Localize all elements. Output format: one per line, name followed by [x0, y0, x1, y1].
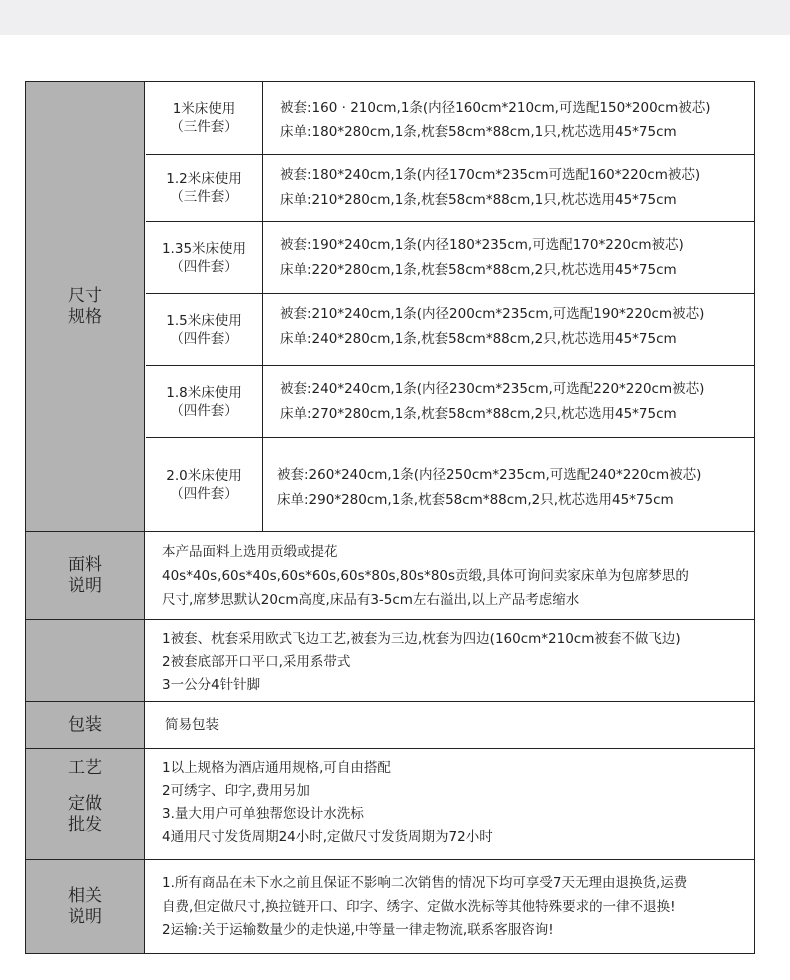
- related-header-label: 相关 说明: [68, 885, 102, 927]
- section-divider: [26, 701, 754, 702]
- size-label-1-2m: 1.2米床使用 （三件套）: [166, 171, 242, 205]
- custom-header-bottom: 定做 批发: [68, 794, 102, 835]
- craft-line: 2被套底部开口平口,采用系带式: [162, 654, 351, 670]
- size-label-2-0m: 2.0米床使用 （四件套）: [166, 467, 242, 502]
- craft-header: [26, 620, 145, 702]
- spec-detail-duvet: 被套:180*240cm,1条(内径170cm*235cm可选配160*220cm被芯): [280, 167, 701, 183]
- packaging-header: [26, 702, 145, 749]
- fabric-line: 本产品面料上选用贡缎或提花: [162, 544, 338, 560]
- spec-detail-sheet: 床单:240*280cm,1条,枕套58cm*88cm,2只,枕芯选用45*75cm: [280, 331, 677, 347]
- craft-line: 3一公分4针针脚: [162, 677, 261, 693]
- section-divider: [26, 859, 754, 860]
- section-divider: [26, 748, 754, 749]
- spec-detail-duvet: 被套:190*240cm,1条(内径180*235cm,可选配170*220cm被芯): [280, 237, 684, 253]
- size-label-1m: 1米床使用 （三件套）: [170, 101, 238, 135]
- size-label-1-35m: 1.35米床使用 （四件套）: [161, 240, 247, 275]
- fabric-line: 40s*40s,60s*40s,60s*60s,60s*80s,80s*80s贡缎,具体可询问卖家床单为包席梦思的: [162, 568, 689, 584]
- size-label-1-5m: 1.5米床使用 （四件套）: [166, 312, 242, 347]
- custom-line: 2可绣字、印字,费用另加: [162, 783, 310, 799]
- spec-detail-duvet: 被套:260*240cm,1条(内径250cm*235cm,可选配240*220cm被芯): [277, 467, 702, 483]
- related-line: 1.所有商品在未下水之前且保证不影响二次销售的情况下均可享受7天无理由退换货,运费: [162, 875, 688, 891]
- custom-line: 1以上规格为酒店通用规格,可自由搭配: [162, 760, 391, 776]
- top-bar: [0, 0, 790, 35]
- spec-divider-vertical: [262, 82, 263, 532]
- size-label-1-8m: 1.8米床使用 （四件套）: [166, 384, 242, 419]
- craft-line: 1被套、枕套采用欧式飞边工艺,被套为三边,枕套为四边(160cm*210cm被套不做飞边): [162, 631, 681, 647]
- spec-detail-duvet: 被套:240*240cm,1条(内径230cm*235cm,可选配220*220cm被芯): [280, 381, 705, 397]
- section-divider: [26, 619, 754, 620]
- fabric-line: 尺寸,席梦思默认20cm高度,床品有3-5cm左右溢出,以上产品考虑缩水: [162, 592, 580, 608]
- related-line: 2运输:关于运输数量少的走快递,中等量一律走物流,联系客服咨询!: [162, 922, 554, 938]
- related-line: 自费,但定做尺寸,换拉链开口、印字、绣字、定做水洗标等其他特殊要求的一律不退换!: [162, 899, 676, 915]
- packaging-value: 简易包装: [165, 717, 219, 733]
- spec-header-label: 尺寸 规格: [68, 286, 102, 327]
- spec-detail-duvet: 被套:160 · 210cm,1条(内径160cm*210cm,可选配150*200cm被芯): [280, 100, 711, 116]
- fabric-header: [26, 532, 145, 620]
- related-header: [26, 860, 145, 953]
- custom-header: [26, 749, 145, 860]
- spec-detail-duvet: 被套:210*240cm,1条(内径200cm*235cm,可选配190*220cm被芯): [280, 306, 705, 322]
- packaging-header-label: 包装: [68, 715, 102, 735]
- spec-detail-sheet: 床单:210*280cm,1条,枕套58cm*88cm,1只,枕芯选用45*75cm: [280, 192, 677, 208]
- custom-line: 3.量大用户可单独帮您设计水洗标: [162, 806, 364, 822]
- custom-header-top: 工艺: [68, 758, 102, 778]
- spec-detail-sheet: 床单:270*280cm,1条,枕套58cm*88cm,2只,枕芯选用45*75cm: [280, 406, 677, 422]
- fabric-header-label: 面料 说明: [68, 555, 102, 596]
- spec-detail-sheet: 床单:290*280cm,1条,枕套58cm*88cm,2只,枕芯选用45*75cm: [277, 492, 674, 508]
- spec-header: [26, 82, 145, 532]
- spec-detail-sheet: 床单:220*280cm,1条,枕套58cm*88cm,2只,枕芯选用45*75cm: [280, 262, 677, 278]
- custom-line: 4通用尺寸发货周期24小时,定做尺寸发货周期为72小时: [162, 829, 493, 845]
- section-divider: [26, 531, 754, 532]
- spec-detail-sheet: 床单:180*280cm,1条,枕套58cm*88cm,1只,枕芯选用45*75cm: [280, 124, 677, 140]
